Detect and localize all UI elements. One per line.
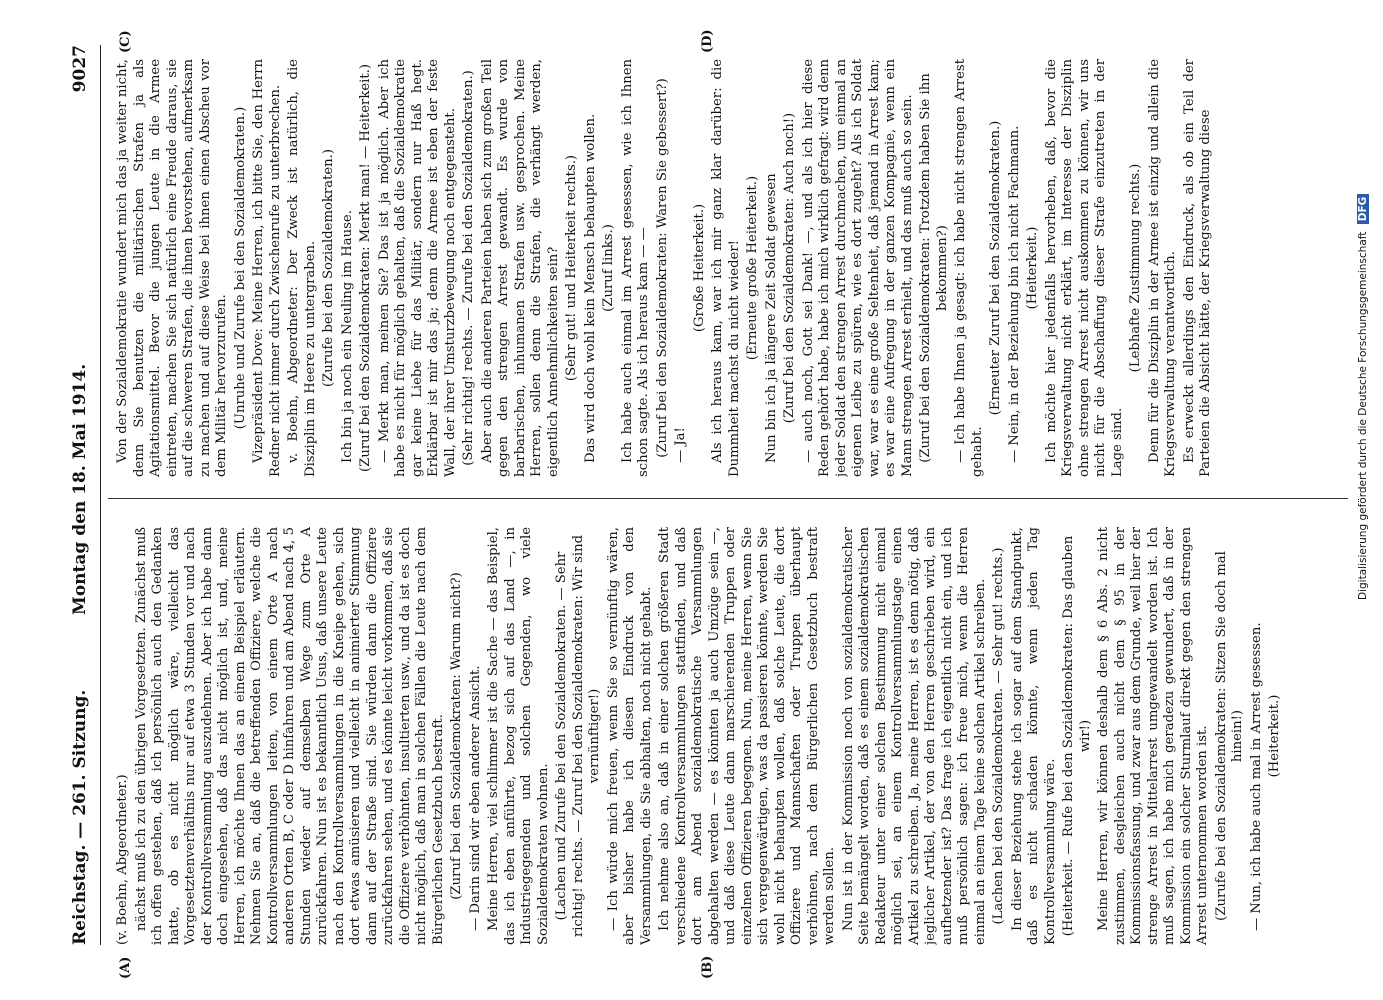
paragraph: (Große Heiterkeit.) (691, 203, 707, 333)
paragraph: (Heiterkeit.) (1025, 226, 1040, 310)
paragraph: (Sehr richtig! rechts. — Zurufe bei den Sozialdemokraten.) (461, 70, 476, 466)
paragraph: Meine Herren, viel schlimmer ist die Sache — das Beispiel, das ich eben anführte, bezog sich auf das Land —, in Industriegegenden und solchen Gegenden, wo viele Sozialdemokraten wohnen. (486, 527, 551, 945)
header-left: Reichstag. — 261. Sitzung. (70, 689, 90, 945)
paragraph: — Ich würde mich freuen, wenn Sie so vernünftig wären, aber bisher habe ich diesen Eindruck von den Versammlungen, die Sie abhalten, noch nicht gehabt. (605, 527, 654, 945)
dfg-logo: DFG (1357, 194, 1369, 225)
paragraph: (Zuruf bei den Sozialdemokraten: Auch noch!) (782, 112, 797, 424)
margin-marker-a: (A) (118, 956, 133, 979)
paragraph: (Lachen bei den Sozialdemokraten. — Sehr gut! rechts.) (991, 547, 1006, 925)
paragraph: Als ich heraus kam, war ich mir ganz klar darüber: die Dummheit machst du nicht wieder! (710, 59, 742, 477)
paragraph: — Darin sind wir eben anderer Ansicht. (467, 665, 483, 931)
paragraph: (Zuruf bei den Sozialdemokraten: Trotzdem haben Sie ihn bekommen?) (918, 73, 950, 463)
paragraph: (Erneuter Zuruf bei den Sozialdemokraten.) (988, 120, 1003, 416)
right-text-column (115, 59, 1345, 477)
paragraph: Es erweckt allerdings den Eindruck, als ob ein Teil der Parteien die Absicht hätte, der Kriegsverwaltung diese (1181, 59, 1213, 477)
paragraph: — Nein, in der Beziehung bin ich nicht Fachmann. (1006, 125, 1022, 463)
paragraph: (Erneute große Heiterkeit.) (745, 175, 760, 361)
paragraph: v. Boehn, Abgeordneter: Der Zweck ist natürlich, die Disziplin im Heere zu untergraben. (286, 59, 318, 477)
paragraph: — Nun, ich habe auch mal in Arrest gesessen. (1248, 622, 1264, 931)
paragraph: Nun ist in der Kommission noch von sozialdemokratischer Seite bemängelt worden, daß es einem sozialdemokratischen Redakteur unter einer solchen Bestimmung nicht einmal möglich sei, an einem Kontrollversammlungstage einen Artikel zu schreiben. Ja, meine Herren, ist es denn nötig, daß jeglicher Artikel, der von den Herren geschrieben wird, ein aufhetzender ist? Das frage ich eigentlich nicht ein, und ich muß persönlich sagen: ich freue mich, wenn die Herren einmal an einem Tage keine solchen Artikel schreiben. (840, 527, 988, 945)
left-text-column (115, 527, 1345, 945)
header-date: Montag den 18. Mai 1914. (70, 363, 90, 615)
page-number: 9027 (70, 45, 90, 93)
paragraph: (Lachen und Zurufe bei den Sozialdemokraten. — Sehr richtig! rechts. — Zuruf bei den Sozialdemokraten: Wir sind vernünftiger!) (554, 534, 602, 938)
paragraph: (v. Boehn, Abgeordneter.) (115, 774, 130, 945)
paragraph: (Lebhafte Zustimmung rechts.) (1128, 163, 1143, 373)
page-header (60, 45, 101, 945)
paragraph: (Zurufe bei den Sozialdemokraten: Sitzen Sie doch mal hinein!) (1213, 551, 1245, 921)
digitization-note (1357, 10, 1375, 600)
paragraph: Ich habe auch einmal im Arrest gesessen, wie ich Ihnen schon sagte. Als ich heraus kam — — (619, 59, 651, 477)
paragraph: Ich bin ja noch ein Neuling im Hause. (339, 210, 355, 463)
paragraph: — Ich habe Ihnen ja gesagt: ich habe nicht strengen Arrest gehabt. (953, 59, 985, 477)
paragraph: (Zuruf bei den Sozialdemokraten: Merkt man! — Heiterkeit.) (358, 64, 373, 472)
paragraph: (Heiterkeit.) (1267, 694, 1282, 778)
paragraph: — Merkt man, meinen Sie? Das ist ja möglich. Aber ich habe es nicht für möglich gehalten, daß die Sozialdemokratie gar keine Liebe für das Militär, sondern nur Haß hegt. Erklärbar ist mir das ja; denn die Armee ist eben der feste Wall, der ihrer Umsturzbewegung noch entgegensteht. (376, 59, 458, 477)
paragraph: (Zuruf bei den Sozialdemokraten: Waren Sie gebessert?) (654, 78, 670, 458)
paragraph: — auch noch, Gott sei Dank! —, und als ich hier diese Reden gehört habe, habe ich mich wirklich gefragt: wird denn jeder Soldat den strengen Arrest durchmachen, um einmal an eigenen Leibe zu spüren, wie es dort zugeht? Als ich Soldat war, war es eine große Seltenheit, daß jemand in Arrest kam; es war eine Aufregung in der ganzen Kompagnie, wenn ein Mann strengen Arrest erhielt, und das muß auch so sein. (800, 59, 915, 477)
paragraph: Aber auch die anderen Parteien haben sich zum großen Teil gegen den strengen Arrest gewandt. Es wurde von barbarischen, inhumanen Strafen usw. gesprochen. Meine Herren, sollen denn die Strafen, die verhängt werden, eigentlich Annehmlichkeiten sein? (479, 59, 561, 477)
paragraph: Vizepräsident Dove: Meine Herren, ich bitte Sie, den Herrn Redner nicht immer durch Zwischenrufe zu unterbrechen. (251, 59, 283, 477)
paragraph: Nun bin ich ja längere Zeit Soldat gewesen (763, 173, 779, 463)
column-divider (108, 498, 1348, 499)
paragraph: Ich nehme also an, daß in einer solchen größeren Stadt verschiedene Kontrollversammlungen stattfinden, und daß dort am Abend sozialdemokratische Versammlungen abgehalten werden — es könnten ja auch Umzüge sein —, und daß diese Leute dann marschierenden Truppen oder einzelnen Offizieren begegnen. Nun, meine Herren, wenn Sie sich vergegenwärtigen, was da passieren könnte, werden Sie wohl nicht behaupten wollen, daß solche Leute, die dort Offiziere und Mannschaften oder Truppen überhaupt verhöhnen, nach dem Bürgerlichen Gesetzbuch bestraft werden sollen. (657, 527, 837, 945)
paragraph: (Zuruf links.) (601, 224, 616, 312)
margin-marker-c: (C) (118, 30, 133, 53)
paragraph: (Unruhe und Zurufe bei den Sozialdemokraten.) (232, 106, 248, 430)
margin-marker-b: (B) (700, 955, 715, 979)
paragraph: (Sehr gut! und Heiterkeit rechts.) (564, 154, 579, 382)
paragraph: (Zuruf bei den Sozialdemokraten: Warum nicht?) (449, 572, 464, 900)
digitization-note-text: Digitalisierung gefördert durch die Deutsche Forschungsgemeinschaft (1357, 231, 1369, 600)
rotated-page-content (60, 29, 1350, 979)
paragraph: (Heiterkeit. — Rufe bei den Sozialdemokraten: Das glauben wir!) (1061, 535, 1093, 937)
paragraph: (Zurufe bei den Sozialdemokraten.) (321, 148, 336, 388)
paragraph: In dieser Beziehung stehe ich sogar auf dem Standpunkt, daß es nicht schaden könnte, wenn jeden Tag Kontrollversammlung wäre. (1009, 527, 1058, 945)
margin-marker-d: (D) (700, 29, 715, 53)
paragraph: Meine Herren, wir können deshalb dem § 6 Abs. 2 nicht zustimmen, desgleichen auch nicht dem § 95 in der Kommissionsfassung, und zwar aus dem Grunde, weil hier der strenge Arrest in Mittelarrest umgewandelt worden ist. Ich muß sagen, ich habe mich geradezu gewundert, daß in der Kommission ein solcher Sturmlauf direkt gegen den strengen Arrest unternommen worden ist. (1096, 527, 1210, 945)
paragraph: Von der Sozialdemokratie wundert mich das ja weiter nicht, denn Sie benutzen die militärischen Strafen ja als Agitationsmittel. Bevor die jungen Leute in die Armee eintreten, machen Sie sich natürlich eine Freude daraus, sie auf die schweren Strafen, die ihnen bevorstehen, aufmerksam zu machen und auf diese Weise bei ihnen einen Abscheu vor dem Militär hervorzurufen. (115, 59, 229, 477)
paragraph: nächst muß ich zu den übrigen Vorgesetzten. Zunächst muß ich offen gestehen, daß ich persönlich auch den Gedanken hatte, ob es nicht möglich wäre, vielleicht das Vorgesetztenverhältnis nur auf etwa 3 Stunden vor und nach der Kontrollversammlung auszudehnen. Aber ich habe dann doch eingesehen, daß das nicht möglich ist, und, meine Herren, ich möchte Ihnen das an einem Beispiel erläutern. Nehmen Sie an, daß die betreffenden Offiziere, welche die Kontrollversammlungen leiten, von einem Orte A nach anderen Orten B, C oder D hinfahren und am Abend nach 4, 5 Stunden wieder auf demselben Wege zum Orte A zurückfahren. Nun ist es bekanntlich Usus, daß unsere Leute nach den Kontrollversammlungen in die Kneipe gehen, sich dort etwas amüsieren und vielleicht in animierter Stimmung dann auf der Straße sind. Sie würden dann die Offiziere zurückfahren sehen, und es könnte leicht vorkommen, daß sie die Offiziere verhöhnten, insultierten usw., und da ist es doch nicht möglich, daß man in solchen Fällen die Leute nach dem Bürgerlichen Gesetzbuch bestraft. (133, 527, 446, 945)
paragraph: Das wird doch wohl kein Mensch behaupten wollen. (582, 113, 598, 463)
paragraph: Denn für die Disziplin in der Armee ist einzig und allein die Kriegsverwaltung verantwortlich. (1146, 59, 1178, 477)
paragraph: — Ja! (673, 427, 688, 463)
paragraph: Ich möchte hier jedenfalls hervorheben, daß, bevor die Kriegsverwaltung nicht erklärt, im Interesse der Disziplin ohne strengen Arrest nicht auskommen zu können, wir uns nicht für die Abschaffung dieser Strafe einzutreten in der Lage sind. (1043, 59, 1125, 477)
